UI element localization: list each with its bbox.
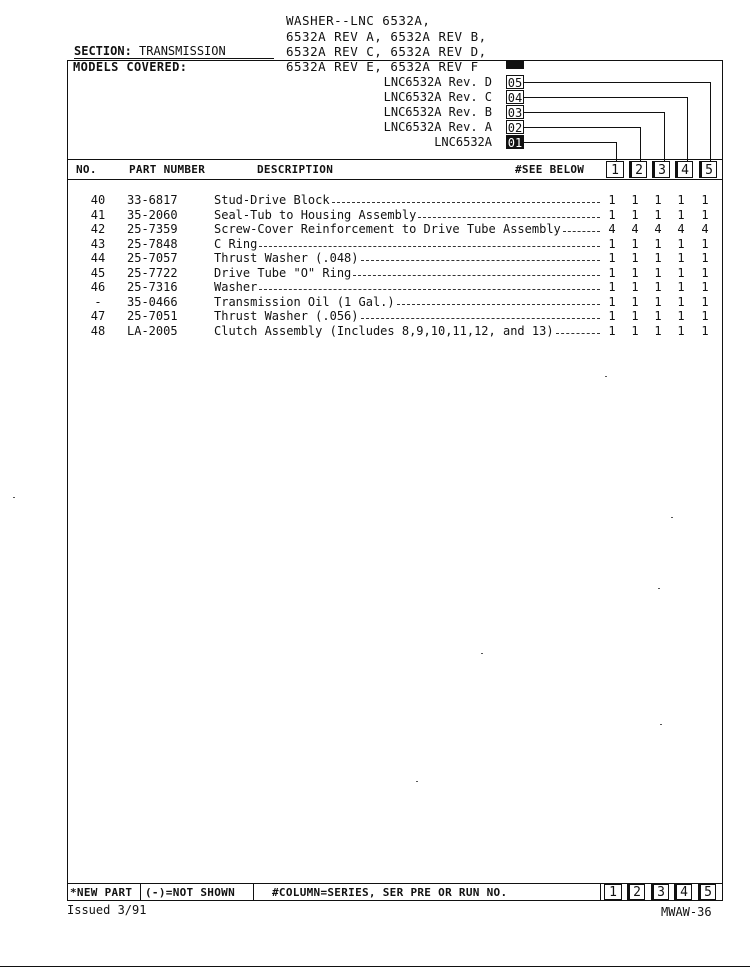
item-number: 43 — [90, 236, 106, 251]
header-description: DESCRIPTION — [257, 163, 334, 176]
marker-block — [506, 60, 524, 69]
title-line: 6532A REV A, 6532A REV B, — [286, 29, 487, 44]
part-number: 35-0466 — [127, 294, 178, 309]
quantity-cell: 1 — [677, 251, 685, 265]
part-number: 35-2060 — [127, 207, 178, 222]
footer-column-box: 5 — [698, 884, 716, 900]
dot-leader — [418, 217, 600, 218]
dot-leader — [259, 246, 600, 247]
model-name: LNC6532A Rev. D — [383, 75, 492, 89]
model-code: 01 — [507, 136, 523, 150]
quantity-cell: 1 — [677, 280, 685, 294]
part-description: C Ring — [214, 236, 258, 251]
page-frame — [67, 60, 723, 901]
part-number: 25-7051 — [127, 309, 178, 323]
part-description: Clutch Assembly (Includes 8,9,10,11,12, and 13) — [214, 323, 554, 338]
part-number: 33-6817 — [127, 193, 178, 207]
scan-speck — [416, 781, 418, 782]
quantity-cell: 1 — [608, 309, 616, 323]
part-number: 25-7848 — [127, 236, 178, 251]
table-row — [0, 193, 750, 208]
footer-column-box: 4 — [674, 884, 692, 900]
quantity-cell: 1 — [631, 236, 639, 251]
part-description: Washer — [214, 280, 258, 294]
quantity-cell: 1 — [654, 251, 662, 265]
quantity-cell: 1 — [654, 309, 662, 323]
header-see-below: #SEE BELOW — [515, 163, 585, 176]
quantity-cell: 4 — [654, 222, 662, 236]
model-code: 02 — [507, 121, 523, 135]
quantity-cell: 1 — [608, 193, 616, 207]
part-number: 25-7057 — [127, 251, 178, 265]
part-description: Thrust Washer (.048) — [214, 251, 359, 265]
table-row — [0, 208, 750, 223]
model-name: LNC6532A Rev. C — [383, 90, 492, 104]
column-box: 3 — [652, 161, 670, 178]
footer-divider — [253, 883, 254, 901]
quantity-cell: 1 — [677, 309, 685, 323]
section-label: SECTION: — [74, 44, 132, 58]
part-description: Transmission Oil (1 Gal.) — [214, 294, 395, 309]
title-line: 6532A REV C, 6532A REV D, — [286, 44, 487, 59]
section-value: TRANSMISSION — [139, 44, 226, 58]
quantity-cell: 1 — [654, 280, 662, 294]
legend-not-shown: (-)=NOT SHOWN — [145, 886, 235, 899]
footer-divider — [140, 883, 141, 901]
models-covered-label: MODELS COVERED: — [73, 60, 188, 74]
scan-speck — [658, 588, 660, 589]
column-box: 1 — [606, 161, 624, 178]
column-box: 4 — [675, 161, 693, 178]
table-row — [0, 266, 750, 281]
quantity-cell: 1 — [701, 309, 709, 323]
dot-leader — [361, 260, 600, 261]
part-description: Thrust Washer (.056) — [214, 309, 359, 323]
part-number: 25-7359 — [127, 222, 178, 236]
header-no: NO. — [76, 163, 97, 176]
scan-speck — [671, 517, 673, 518]
quantity-cell: 1 — [654, 294, 662, 309]
quantity-cell: 1 — [608, 236, 616, 251]
item-number: 45 — [90, 265, 106, 280]
table-row — [0, 280, 750, 295]
model-name: LNC6532A — [434, 135, 492, 149]
quantity-cell: 1 — [608, 251, 616, 265]
quantity-cell: 4 — [631, 222, 639, 236]
quantity-cell: 1 — [631, 309, 639, 323]
model-code: 05 — [507, 76, 523, 90]
quantity-cell: 4 — [608, 222, 616, 236]
quantity-cell: 1 — [654, 323, 662, 338]
footer-column-box: 2 — [627, 884, 645, 900]
quantity-cell: 4 — [677, 222, 685, 236]
quantity-cell: 1 — [677, 294, 685, 309]
quantity-cell: 1 — [631, 193, 639, 207]
legend-new-part: *NEW PART — [70, 886, 133, 899]
footer-column-box: 3 — [651, 884, 669, 900]
quantity-cell: 1 — [701, 323, 709, 338]
table-row — [0, 295, 750, 310]
bottom-rule — [0, 966, 750, 967]
item-number: 44 — [90, 251, 106, 265]
legend-column-note: #COLUMN=SERIES, SER PRE OR RUN NO. — [272, 886, 508, 899]
page-code: MWAW-36 — [661, 905, 712, 919]
quantity-cell: 1 — [677, 323, 685, 338]
part-number: 25-7316 — [127, 280, 178, 294]
quantity-cell: 1 — [701, 193, 709, 207]
quantity-cell: 1 — [608, 265, 616, 280]
quantity-cell: 1 — [677, 236, 685, 251]
model-code: 03 — [507, 106, 523, 120]
title-line: 6532A REV E, 6532A REV F — [286, 59, 479, 74]
quantity-cell: 1 — [654, 236, 662, 251]
model-code: 04 — [507, 91, 523, 105]
scan-speck — [481, 653, 483, 654]
table-row — [0, 251, 750, 266]
item-number: 46 — [90, 280, 106, 294]
part-number: 25-7722 — [127, 265, 178, 280]
quantity-cell: 1 — [631, 207, 639, 222]
part-description: Screw-Cover Reinforcement to Drive Tube Assembly — [214, 222, 561, 236]
issued-date: Issued 3/91 — [67, 903, 147, 917]
dot-leader — [361, 318, 600, 319]
item-number: 47 — [90, 309, 106, 323]
quantity-cell: 1 — [654, 207, 662, 222]
dot-leader — [563, 231, 600, 232]
quantity-cell: 1 — [677, 193, 685, 207]
quantity-cell: 1 — [654, 265, 662, 280]
part-description: Stud-Drive Block — [214, 193, 330, 207]
item-number: 48 — [90, 323, 106, 338]
model-name: LNC6532A Rev. B — [383, 105, 492, 119]
dot-leader — [332, 202, 600, 203]
section-underline — [74, 58, 274, 59]
quantity-cell: 1 — [631, 294, 639, 309]
quantity-cell: 1 — [631, 251, 639, 265]
dot-leader — [353, 275, 600, 276]
quantity-cell: 1 — [654, 193, 662, 207]
part-number: LA-2005 — [127, 323, 178, 338]
table-row — [0, 222, 750, 237]
title-line: WASHER--LNC 6532A, — [286, 13, 431, 28]
quantity-cell: 1 — [701, 207, 709, 222]
quantity-cell: 1 — [608, 207, 616, 222]
scan-speck — [13, 497, 15, 498]
item-number: - — [94, 294, 102, 309]
section-heading — [74, 44, 226, 58]
quantity-cell: 1 — [631, 323, 639, 338]
dot-leader — [259, 289, 600, 290]
dot-leader — [556, 333, 600, 334]
quantity-cell: 1 — [701, 294, 709, 309]
quantity-cell: 1 — [701, 280, 709, 294]
quantity-cell: 1 — [631, 265, 639, 280]
column-box: 2 — [629, 161, 647, 178]
scan-speck — [660, 724, 662, 725]
table-row — [0, 324, 750, 339]
item-number: 40 — [90, 193, 106, 207]
scan-speck — [605, 376, 607, 377]
part-description: Drive Tube "O" Ring — [214, 265, 352, 280]
model-name: LNC6532A Rev. A — [383, 120, 492, 134]
quantity-cell: 1 — [608, 294, 616, 309]
quantity-cell: 1 — [677, 207, 685, 222]
footer-divider — [600, 883, 601, 901]
table-row — [0, 237, 750, 252]
footer-column-box: 1 — [604, 884, 622, 900]
quantity-cell: 1 — [608, 280, 616, 294]
part-description: Seal-Tub to Housing Assembly — [214, 207, 417, 222]
quantity-cell: 1 — [701, 251, 709, 265]
quantity-cell: 4 — [701, 222, 709, 236]
quantity-cell: 1 — [677, 265, 685, 280]
dot-leader — [397, 304, 600, 305]
item-number: 42 — [90, 222, 106, 236]
quantity-cell: 1 — [631, 280, 639, 294]
quantity-cell: 1 — [701, 265, 709, 280]
item-number: 41 — [90, 207, 106, 222]
quantity-cell: 1 — [701, 236, 709, 251]
header-part-number: PART NUMBER — [129, 163, 206, 176]
table-row — [0, 309, 750, 324]
column-box: 5 — [699, 161, 717, 178]
quantity-cell: 1 — [608, 323, 616, 338]
